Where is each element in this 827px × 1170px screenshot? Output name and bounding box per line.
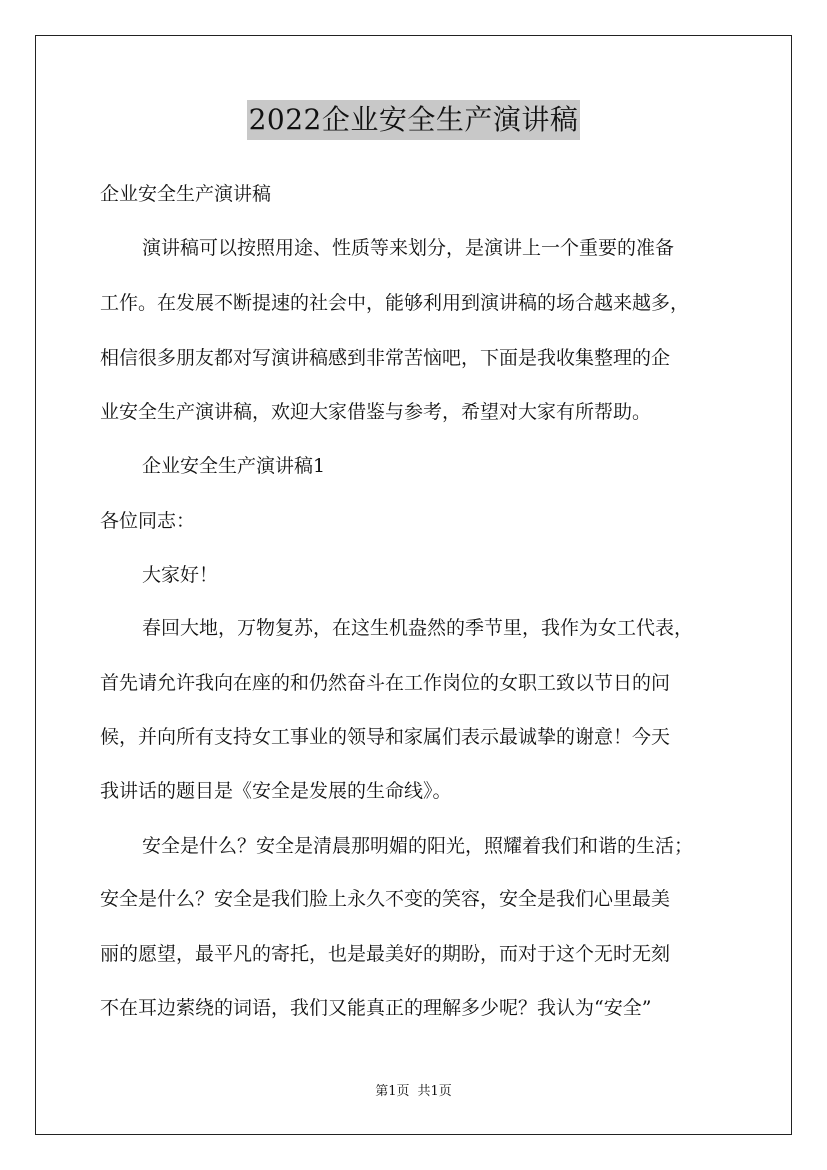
page-total: 共1页 xyxy=(417,1084,452,1099)
para1-line-1: 春回大地，万物复苏，在这生机盎然的季节里，我作为女工代表， xyxy=(142,617,694,639)
title-wrapper xyxy=(0,100,827,140)
para2-line-4: 不在耳边萦绕的词语，我们又能真正的理解多少呢？我认为“安全” xyxy=(100,997,652,1019)
page-footer xyxy=(0,1083,827,1101)
para1-line-2: 首先请允许我向在座的和仍然奋斗在工作岗位的女职工致以节日的问 xyxy=(100,672,671,694)
page-number: 第1页 xyxy=(375,1084,410,1099)
para2-line-1: 安全是什么？安全是清晨那明媚的阳光，照耀着我们和谐的生活； xyxy=(142,835,694,857)
intro-line-3: 相信很多朋友都对写演讲稿感到非常苦恼吧，下面是我收集整理的企 xyxy=(100,347,671,369)
document-title: 2022企业安全生产演讲稿 xyxy=(247,100,581,140)
para2-line-2: 安全是什么？安全是我们脸上永久不变的笑容，安全是我们心里最美 xyxy=(100,888,671,910)
section-heading: 企业安全生产演讲稿1 xyxy=(142,455,326,477)
subtitle: 企业安全生产演讲稿 xyxy=(100,183,272,205)
intro-line-4: 业安全生产演讲稿，欢迎大家借鉴与参考，希望对大家有所帮助。 xyxy=(100,401,652,423)
para1-line-4: 我讲话的题目是《安全是发展的生命线》。 xyxy=(100,780,452,802)
salutation: 各位同志： xyxy=(100,510,196,532)
greeting: 大家好！ xyxy=(142,564,219,586)
intro-line-1: 演讲稿可以按照用途、性质等来划分，是演讲上一个重要的准备 xyxy=(142,237,675,259)
para2-line-3: 丽的愿望，最平凡的寄托，也是最美好的期盼，而对于这个无时无刻 xyxy=(100,943,671,965)
intro-line-2: 工作。在发展不断提速的社会中，能够利用到演讲稿的场合越来越多， xyxy=(100,292,690,314)
para1-line-3: 候，并向所有支持女工事业的领导和家属们表示最诚挚的谢意！今天 xyxy=(100,726,671,748)
